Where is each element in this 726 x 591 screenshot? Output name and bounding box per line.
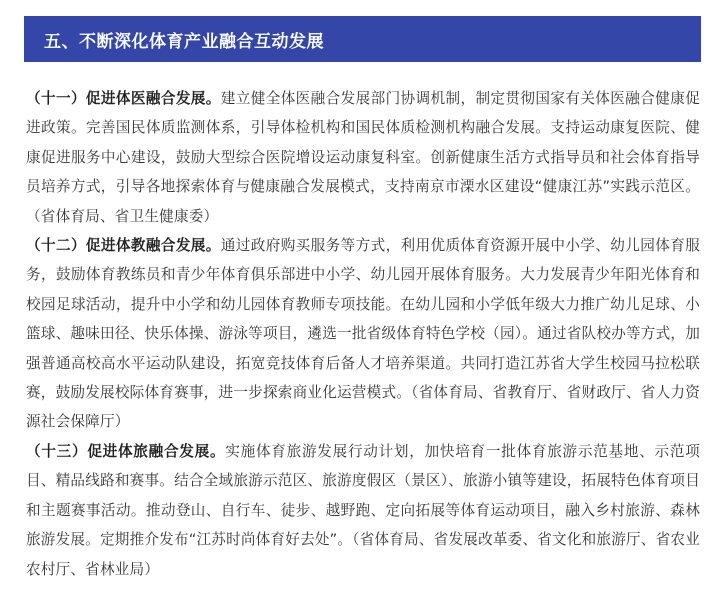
paragraph-sports-education: [26, 231, 700, 437]
paragraph-text: 建立健全体医融合发展部门协调机制，制定贯彻国家有关体医融合健康促进政策。完善国民体质监测体系，引导体检机构和国民体质检测机构融合发展。支持运动康复医院、健康促进服务中心建设，鼓励大型综合医院增设运动康复科室。创新健康生活方式指导员和社会体育指导员培养方式，引导各地探索体育与健康融合发展模式，支持南京市溧水区建设“健康江苏”实践示范区。（省体育局、省卫生健康委）: [26, 90, 700, 225]
section-header-banner: [24, 16, 701, 62]
paragraph-sports-medical: [26, 84, 700, 231]
paragraph-heading: （十一）促进体医融合发展。: [26, 90, 221, 107]
article-body: [26, 84, 700, 584]
paragraph-heading: （十三）促进体旅融合发展。: [26, 442, 226, 460]
paragraph-sports-tourism: [26, 437, 700, 584]
section-title: 五、不断深化体育产业融合互动发展: [44, 31, 324, 52]
paragraph-text: 实施体育旅游发展行动计划，加快培育一批体育旅游示范基地、示范项目、精品线路和赛事。结合全域旅游示范区、旅游度假区（景区）、旅游小镇等建设，拓展特色体育项目和主题赛事活动。推动登山、自行车、徒步、越野跑、定向拓展等体育运动项目，融入乡村旅游、森林旅游发展。定期推介发布“江苏时尚体育好去处”。（省体育局、省发展改革委、省文化和旅游厅、省农业农村厅、省林业局）: [26, 442, 700, 578]
paragraph-text: 通过政府购买服务等方式，利用优质体育资源开展中小学、幼儿园体育服务，鼓励体育教练员和青少年体育俱乐部进中小学、幼儿园开展体育服务。大力发展青少年阳光体育和校园足球活动，提升中小学和幼儿园体育教师专项技能。在幼儿园和小学低年级大力推广幼儿足球、小篮球、趣味田径、快乐体操、游泳等项目，遴选一批省级体育特色学校（园）。通过省队校办等方式，加强普通高校高水平运动队建设，拓宽竞技体育后备人才培养渠道。共同打造江苏省大学生校园马拉松联赛，鼓励发展校际体育赛事，进一步探索商业化运营模式。（省体育局、省教育厅、省财政厅、省人力资源社会保障厅）: [26, 237, 700, 431]
paragraph-heading: （十二）促进体教融合发展。: [26, 237, 221, 255]
